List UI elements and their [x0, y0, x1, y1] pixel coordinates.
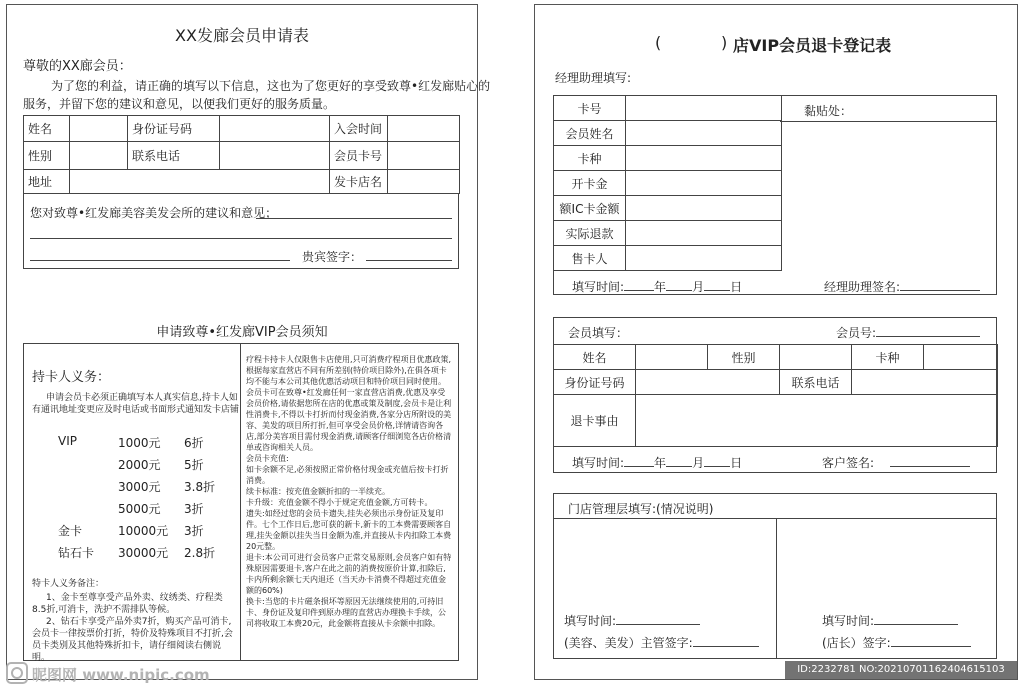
suggestion-line-3[interactable]: [30, 260, 290, 261]
tier-name: VIP: [58, 434, 77, 448]
open-amount-label: 开卡金: [554, 171, 626, 196]
tier-discount: 3折: [184, 524, 204, 538]
card-type-field[interactable]: [626, 146, 782, 171]
id-number-field[interactable]: [636, 370, 780, 395]
reason-label: 退卡事由: [554, 395, 636, 447]
nipic-watermark: [2, 660, 232, 686]
watermark-text: 昵图网 www.nipic.com: [32, 666, 210, 684]
gender-label: 性别: [708, 345, 780, 370]
assistant-sign-label: 经理助理签名:: [824, 280, 901, 294]
name-label: 姓名: [24, 116, 70, 142]
guest-sign-line[interactable]: [366, 260, 452, 261]
card-tier-row: [24, 544, 240, 564]
address-field[interactable]: [70, 170, 330, 194]
store-label: 发卡店名: [330, 170, 388, 194]
gender-field[interactable]: [70, 142, 128, 170]
actual-refund-field[interactable]: [626, 221, 782, 246]
intro-line-1: 为了您的利益，请正确的填写以下信息，这也为了您更好的享受致尊•红发廊贴心的: [51, 79, 491, 93]
supervisor-sign-label: (美容、美发）主管签字:: [564, 636, 693, 650]
day-input[interactable]: [704, 278, 730, 291]
tier-discount: 5折: [184, 458, 204, 472]
application-form-sheet: [6, 4, 491, 680]
title-paren-open: (: [655, 33, 662, 52]
supervisor-fill-time-label: 填写时间:: [564, 614, 617, 628]
tier-discount: 3折: [184, 502, 204, 516]
card-tier-row: [24, 478, 240, 498]
manager-fill-time-label: 填写时间:: [822, 614, 875, 628]
member-info-table: [553, 344, 998, 447]
tier-name: 金卡: [58, 524, 83, 538]
card-tier-row: [24, 522, 240, 542]
card-tier-row: [24, 500, 240, 520]
management-section: [553, 493, 997, 659]
suggestion-line-2[interactable]: [30, 238, 452, 239]
card-no-label: 卡号: [554, 96, 626, 121]
member-name-label: 会员姓名: [554, 121, 626, 146]
join-time-field[interactable]: [388, 116, 460, 142]
form-title: XX发廊会员申请表: [175, 26, 309, 45]
suggestion-line-1[interactable]: [256, 218, 452, 219]
supervisor-sign-input[interactable]: [693, 634, 759, 647]
card-tier-row: [24, 456, 240, 476]
year-input[interactable]: [624, 278, 654, 291]
mgmt-fill-label: 门店管理层填写:(情况说明): [568, 502, 714, 516]
fill-time-label: 填写时间:: [572, 280, 625, 294]
remarks-1: 1、金卡至尊享受产品外卖、纹绣类、疗程类8.5折,可消卡，洗护不需排队等候。: [32, 593, 223, 615]
card-tier-list: [24, 434, 240, 564]
member-fill-label: 会员填写：: [568, 326, 629, 340]
intro-line-2: 服务，并留下您的建议和意见，以便我们更好的服务质量。: [23, 97, 336, 111]
phone-label: 联系电话: [128, 142, 220, 170]
member-day-input[interactable]: [704, 454, 730, 467]
guest-sign-label: 贵宾签字：: [302, 250, 363, 264]
seller-field[interactable]: [626, 246, 782, 271]
duty-title: 持卡人义务：: [32, 370, 111, 385]
tier-amount: 30000元: [118, 546, 169, 560]
card-number-label: 会员卡号: [330, 142, 388, 170]
tier-amount: 10000元: [118, 524, 169, 538]
actual-refund-label: 实际退款: [554, 221, 626, 246]
mgmt-column-divider: [776, 518, 777, 658]
paste-area[interactable]: [781, 122, 995, 270]
member-year-label: 年: [654, 456, 667, 470]
ic-amount-field[interactable]: [626, 196, 782, 221]
join-time-label: 入会时间: [330, 116, 388, 142]
duty-text-1: 申请会员卡必须正确填写本人真实信息,持卡人如: [46, 393, 238, 403]
nipic-logo-icon: [6, 662, 28, 684]
tier-amount: 3000元: [118, 480, 161, 494]
title-paren-close: ): [721, 33, 728, 52]
customer-sign-label: 客户签名:: [822, 456, 875, 470]
tier-discount: 6折: [184, 436, 204, 450]
remarks-2: 2、钻石卡享受产品外卖7折，购买产品可消卡,会员卡一律按票价打折，特价及特殊项目不打折,会员卡类别及其他特殊折扣卡，请仔细阅读右侧说明。: [32, 617, 233, 663]
member-no-label: 会员号:: [836, 326, 877, 340]
member-no-input[interactable]: [876, 324, 980, 337]
supervisor-time-input[interactable]: [616, 612, 700, 625]
remarks-title: 特卡人义务备注：: [32, 579, 105, 589]
phone-label: 联系电话: [780, 370, 852, 395]
member-year-input[interactable]: [624, 454, 654, 467]
manager-section: [553, 95, 997, 295]
notice-box: [23, 343, 459, 661]
tier-amount: 5000元: [118, 502, 161, 516]
refund-card-table: [553, 95, 782, 271]
manager-time-input[interactable]: [874, 612, 958, 625]
phone-field[interactable]: [220, 142, 330, 170]
member-fill-time-label: 填写时间:: [572, 456, 625, 470]
member-day-label: 日: [730, 456, 743, 470]
open-amount-field[interactable]: [626, 171, 782, 196]
member-month-input[interactable]: [666, 454, 692, 467]
notice-title: 申请致尊•红发廊VIP会员须知: [156, 325, 328, 340]
member-name-field[interactable]: [626, 121, 782, 146]
ic-amount-label: 额IC卡金额: [554, 196, 626, 221]
card-number-field[interactable]: [388, 142, 460, 170]
card-kind-field[interactable]: [924, 345, 998, 370]
applicant-info-table: [23, 115, 460, 194]
refund-form-sheet: [534, 4, 1018, 680]
tier-discount: 3.8折: [184, 480, 216, 494]
name-field[interactable]: [70, 116, 128, 142]
name-label: 姓名: [554, 345, 636, 370]
card-rules-text: 疗程卡持卡人仅限售卡店使用,只可消费疗程项目优惠政策,根据每家直营店不同有所差别(特价项目除外),在俱各项卡均不能与本公司其他优惠活动项目和特价项目同时使用。 会员卡可在致尊•红发廊任何一家直营店消费,优惠及享受会员价格,请依据您所在店的优惠或策及制度,会员卡是让利性消费卡,不得以卡打折而付现金消费,各家分店所附设的美容、美发的项目所打折,但可享受会员价格,详情请咨询各店,部分美容项目需付现金消费,请顾客仔细浏览各店价格清单或咨询相关人员。 会员卡充值: 如卡余额不足,必须按照正常价格付现金或充值后按卡打折消费。 续卡标准：按充值金额折扣的一半续充。 卡升级：充值金额不得小于规定充值金额,方可转卡。 遗失:如经过您的会员卡遗失,挂失必须出示身份证及复印件。七个工作日后,您可获的新卡,新卡的工本费需要顾客自理,挂失金额以挂失当日金额为准,并直接从卡内扣除工本费20元整。 退卡:本公司可进行会员客户正常交易原则,会员客户如有特殊原因需要退卡,客户在此之前的消费按原价计算,扣除后,卡内所剩余额七天内退还（当天办卡消费不得超过充值金额的60%) 换卡:当您的卡片磁条损坏等原因无法继续使用的,可持旧卡、身份证及复印件到原办理的直营店办理换卡手续，公司将收取工本费20元，此金额将直接从卡余额中扣除。: [246, 355, 452, 628]
paste-area-label: 黏贴处：: [804, 104, 853, 118]
seller-label: 售卡人: [554, 246, 626, 271]
member-section: [553, 317, 997, 473]
greeting: 尊敬的XX廊会员：: [23, 59, 132, 74]
card-tier-row: [24, 434, 240, 454]
day-label: 日: [730, 280, 743, 294]
image-id-footer: ID:2232781 NO:20210701162404615103: [785, 661, 1017, 679]
mgmt-header-divider: [554, 518, 996, 519]
manager-sign-label: (店长）签字:: [822, 636, 891, 650]
id-number-label: 身份证号码: [554, 370, 636, 395]
tier-amount: 1000元: [118, 436, 161, 450]
month-label: 月: [692, 280, 705, 294]
card-type-label: 卡种: [554, 146, 626, 171]
gender-label: 性别: [24, 142, 70, 170]
gender-field[interactable]: [780, 345, 852, 370]
reason-field[interactable]: [636, 395, 998, 447]
store-field[interactable]: [388, 170, 460, 194]
card-no-field[interactable]: [626, 96, 782, 121]
manager-fill-label: 经理助理填写:: [555, 71, 632, 85]
suggestions-box: [23, 193, 459, 269]
address-label: 地址: [24, 170, 70, 194]
tier-amount: 2000元: [118, 458, 161, 472]
tier-name: 钻石卡: [58, 546, 95, 560]
month-input[interactable]: [666, 278, 692, 291]
card-kind-label: 卡种: [852, 345, 924, 370]
notice-column-divider: [240, 344, 241, 660]
duty-text-2: 有通讯地址变更应及时电话或书面形式通知发卡店铺: [32, 405, 240, 415]
id-number-label: 身份证号码: [128, 116, 220, 142]
assistant-sign-input[interactable]: [900, 278, 980, 291]
refund-form-title: 店VIP会员退卡登记表: [733, 36, 892, 55]
year-label: 年: [654, 280, 667, 294]
manager-sign-input[interactable]: [891, 634, 971, 647]
phone-field[interactable]: [852, 370, 998, 395]
member-month-label: 月: [692, 456, 705, 470]
id-number-field[interactable]: [220, 116, 330, 142]
customer-sign-input[interactable]: [890, 454, 970, 467]
tier-discount: 2.8折: [184, 546, 216, 560]
name-field[interactable]: [636, 345, 708, 370]
suggestions-label: 您对致尊•红发廊美容美发会所的建议和意见；: [30, 206, 278, 220]
